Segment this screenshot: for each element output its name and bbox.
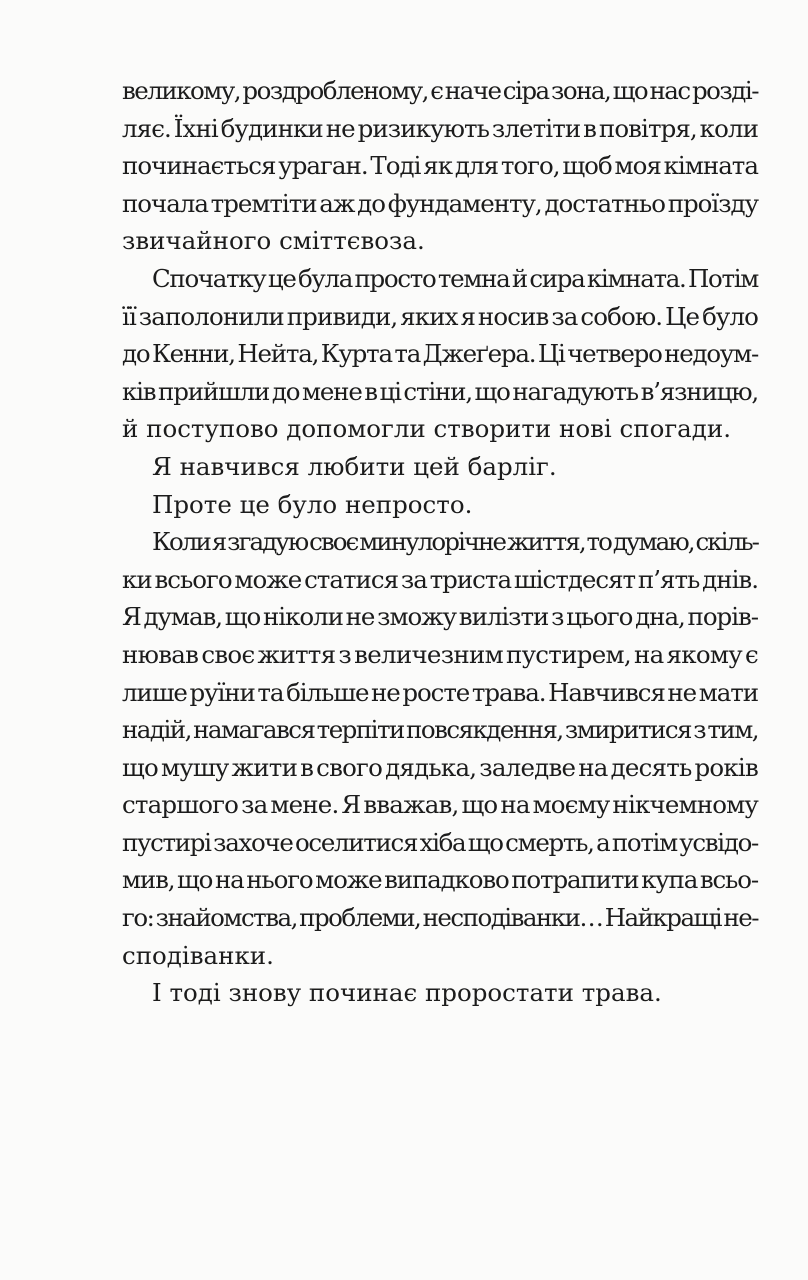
text-line: що мушу жити в свого дядька, заледве на десять років [122,752,758,782]
text-line: її заполонили привиди, яких я носив за собою. Це було [122,301,758,331]
text-line: сподіванки. [122,940,274,970]
text-line: починається ураган. Тоді як для того, щоб моя кімната [122,151,758,181]
text-line: звичайного сміттєвоза. [122,226,425,256]
text-line: го: знайомства, проблеми, несподіванки… Найкращі не- [122,903,758,933]
text-line: старшого за мене. Я вважав, що на моєму нікчемному [122,790,758,820]
text-line: великому, роздробленому, є наче сіра зона, що нас розді- [122,76,758,105]
text-line: ків прийшли до мене в ці стіни, що нагадують в’язницю, [122,376,758,406]
paragraph-first-line: І тоді знову починає проростати трава. [152,978,662,1008]
text-line: до Кенни, Нейта, Курта та Джеґера. Ці четверо недоум- [122,339,758,369]
text-line: лише руїни та більше не росте трава. Навчився не мати [122,677,758,707]
text-line: Я думав, що ніколи не зможу вилізти з цього дна, порів- [122,602,758,632]
text-line: й поступово допомогли створити нові спогади. [122,414,731,444]
paragraph-first-line: Я навчився любити цей барліг. [152,451,557,481]
text-line: пустирі захоче оселитися хіба що смерть, а потім усвідо- [122,827,758,857]
paragraph-first-line: Проте це було непросто. [152,489,473,519]
paragraph-first-line: Спочатку це була просто темна й сира кімната. Потім [152,263,758,293]
text-line: надій, намагався терпіти повсякдення, змиритися з тим, [122,715,758,745]
text-line: ки всього може статися за триста шістдесят п’ять днів. [122,564,758,594]
paragraph-first-line: Коли я згадую своє минулорічне життя, то думаю, скіль- [152,527,758,557]
text-line: нював своє життя з величезним пустирем, на якому є [122,639,758,669]
text-line: мив, що на нього може випадково потрапити купа всьо- [122,865,759,895]
text-line: ляє. Їхні будинки не ризикують злетіти в повітря, коли [122,113,758,143]
book-page-text [122,72,758,1012]
text-line: почала тремтіти аж до фундаменту, достатньо проїзду [122,188,758,218]
